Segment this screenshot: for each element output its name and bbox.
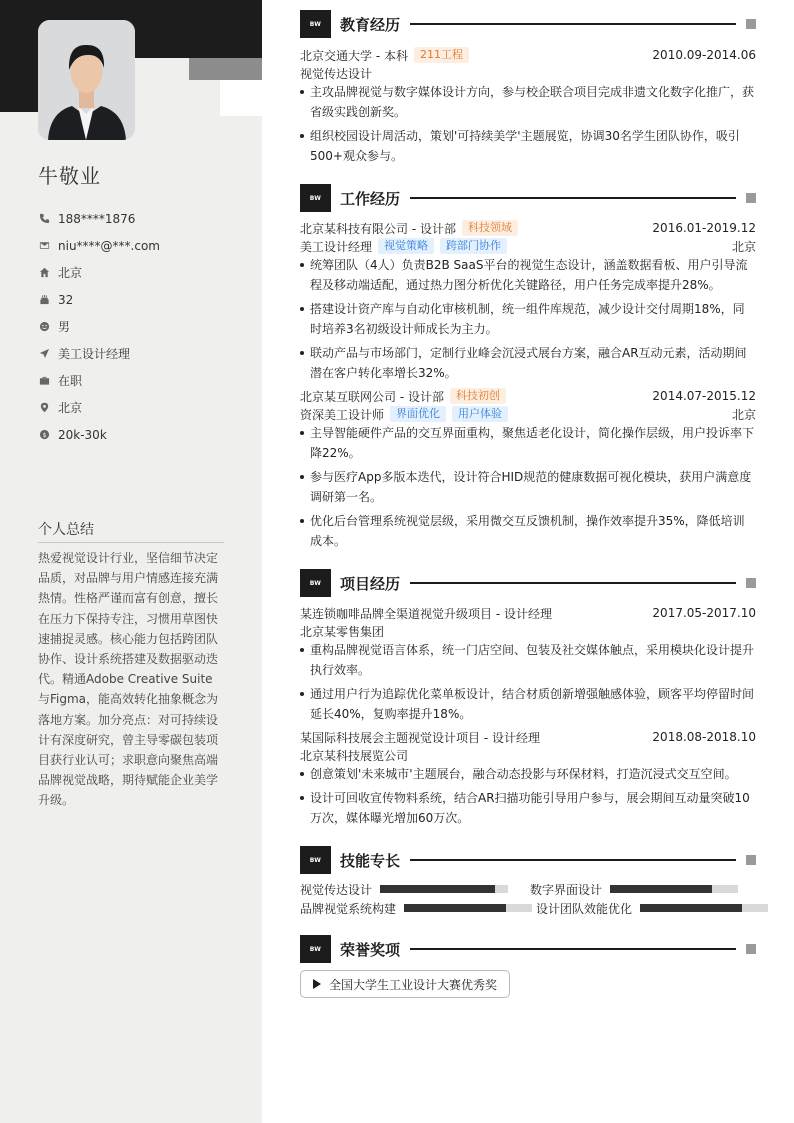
info-gender — [38, 313, 238, 340]
company-tag: 科技领域 — [462, 220, 518, 236]
education-row — [300, 46, 756, 64]
salary-icon — [38, 429, 50, 441]
section-badge: BW — [300, 846, 331, 874]
project-org-row — [300, 746, 756, 764]
education-date: 2010.09-2014.06 — [652, 48, 756, 62]
sidebar — [0, 0, 262, 1123]
award-name: 全国大学生工业设计大赛优秀奖 — [329, 977, 498, 992]
decor-block — [0, 58, 38, 112]
role-tag: 视觉策略 — [378, 238, 434, 254]
decor-block — [189, 58, 262, 80]
skill-name: 视觉传达设计 — [300, 882, 373, 897]
section-square-marker — [746, 578, 756, 588]
section-divider — [410, 197, 736, 199]
section-badge: BW — [300, 10, 331, 38]
project-header-row — [300, 728, 756, 746]
info-phone — [38, 205, 238, 232]
skill-bar — [610, 885, 738, 893]
phone-text: 188****1876 — [58, 211, 136, 226]
section-title: 项目经历 — [340, 574, 401, 593]
section-divider — [410, 582, 736, 584]
job-date: 2016.01-2019.12 — [652, 221, 756, 235]
job-city: 北京 — [731, 407, 756, 422]
briefcase-icon — [38, 375, 50, 387]
list-item: 通过用户行为追踪优化菜单板设计，结合材质创新增强触感体验，顾客平均停留时间延长40%，复购率提升18%。 — [300, 684, 756, 724]
job-bullets — [300, 423, 756, 555]
project-date: 2017.05-2017.10 — [652, 606, 756, 620]
projects-section-header — [300, 569, 756, 597]
section-square-marker — [746, 944, 756, 954]
project-bullets — [300, 640, 756, 728]
section-divider — [410, 23, 736, 25]
cake-icon — [38, 294, 50, 306]
info-salary — [38, 421, 238, 448]
skill-item — [530, 881, 738, 897]
info-age — [38, 286, 238, 313]
work-section-header — [300, 184, 756, 212]
mail-icon — [38, 240, 50, 252]
company-name: 北京某互联网公司 - 设计部 — [300, 389, 444, 404]
job-role: 美工设计经理 — [300, 239, 373, 254]
education-major: 视觉传达设计 — [300, 66, 373, 81]
project-name: 某国际科技展会主题视觉设计项目 - 设计经理 — [300, 730, 540, 745]
list-item: 联动产品与市场部门，定制行业峰会沉浸式展台方案，融合AR互动元素，活动期间潜在客户转化率增长32%。 — [300, 343, 756, 383]
section-divider — [410, 948, 736, 950]
role-tag: 界面优化 — [390, 406, 446, 422]
section-badge: BW — [300, 184, 331, 212]
section-square-marker — [746, 19, 756, 29]
job-city: 北京 — [731, 239, 756, 254]
gender-icon — [38, 321, 50, 333]
list-item: 组织校园设计周活动，策划'可持续美学'主题展览，协调30名学生团队协作，吸引500+观众参与。 — [300, 126, 756, 166]
summary-text: 热爱视觉设计行业，坚信细节决定品质，对品牌与用户情感连接充满热情。性格严谨而富有创意，擅长在压力下保持专注，习惯用草图快速捕捉灵感。核心能力包括跨团队协作、设计系统搭建及数据驱动迭代。精通Adobe Creative Suite与Figma，能高效转化抽象概念为落地方案。加分亮点：对可持续设计有深度研究，曾主导零碳包装项目获行业认可；求职意向聚焦高端品牌视觉战略，期待赋能企业美学升级。 — [38, 551, 219, 808]
section-title: 教育经历 — [340, 15, 401, 34]
section-title: 工作经历 — [340, 189, 401, 208]
age-text: 32 — [58, 292, 74, 307]
play-triangle-icon — [313, 979, 321, 989]
contact-info-list — [38, 205, 238, 448]
company-name: 北京某科技有限公司 - 设计部 — [300, 221, 456, 236]
list-item: 主攻品牌视觉与数字媒体设计方向，参与校企联合项目完成非遗文化数字化推广，获省级实践创新奖。 — [300, 82, 756, 122]
list-item: 优化后台管理系统视觉层级，采用微交互反馈机制，操作效率提升35%，降低培训成本。 — [300, 511, 756, 551]
project-header-row — [300, 604, 756, 622]
hometown-text: 北京 — [58, 266, 83, 280]
gender-text: 男 — [58, 320, 71, 334]
list-item: 主导智能硬件产品的交互界面重构，聚焦适老化设计，简化操作层级，用户投诉率下降22%。 — [300, 423, 756, 463]
list-item: 设计可回收宣传物料系统，结合AR扫描功能引导用户参与，展会期间互动量突破10万次，媒体曝光增加60万次。 — [300, 788, 756, 828]
info-email — [38, 232, 238, 259]
education-major-row — [300, 64, 756, 82]
skill-name: 品牌视觉系统构建 — [300, 901, 397, 916]
job-role-row — [300, 405, 756, 423]
skill-bar-fill — [404, 904, 506, 912]
summary-title: 个人总结 — [38, 519, 224, 543]
location-pin-icon — [38, 402, 50, 414]
section-divider — [410, 859, 736, 861]
skill-name: 设计团队效能优化 — [536, 901, 633, 916]
decor-block — [220, 80, 262, 116]
candidate-name: 牛敬业 — [38, 164, 101, 188]
project-bullets — [300, 764, 756, 832]
section-badge: BW — [300, 935, 331, 963]
skill-bar — [404, 904, 532, 912]
svg-text:$: $ — [41, 430, 47, 439]
company-tag: 科技初创 — [450, 388, 506, 404]
skill-bar — [380, 885, 508, 893]
section-square-marker — [746, 193, 756, 203]
section-title: 技能专长 — [340, 851, 401, 870]
project-org-row — [300, 622, 756, 640]
job-role-row — [300, 237, 756, 255]
info-position — [38, 340, 238, 367]
skill-bar — [640, 904, 768, 912]
school-tag: 211工程 — [414, 47, 469, 63]
list-item: 创意策划'未来城市'主题展台，融合动态投影与环保材料，打造沉浸式交互空间。 — [300, 764, 756, 784]
project-name: 某连锁咖啡品牌全渠道视觉升级项目 - 设计经理 — [300, 606, 552, 621]
awards-section-header — [300, 935, 756, 963]
school-name: 北京交通大学 - 本科 — [300, 48, 408, 63]
section-square-marker — [746, 855, 756, 865]
skill-item — [536, 900, 768, 916]
skill-item — [300, 900, 532, 916]
education-bullets — [300, 82, 756, 170]
info-status — [38, 367, 238, 394]
list-item: 统筹团队（4人）负责B2B SaaS平台的视觉生态设计，涵盖数据看板、用户引导流程及移动端适配，通过热力图分析优化关键路径，用户任务完成率提升28%。 — [300, 255, 756, 295]
salary-text: 20k-30k — [58, 427, 107, 442]
role-tag: 跨部门协作 — [440, 238, 507, 254]
skills-section-header — [300, 846, 756, 874]
avatar — [38, 20, 135, 140]
skill-bar-fill — [380, 885, 495, 893]
info-location — [38, 394, 238, 421]
job-role: 资深美工设计师 — [300, 407, 385, 422]
award-chip — [300, 970, 510, 998]
section-title: 荣誉奖项 — [340, 940, 401, 959]
phone-icon — [38, 213, 50, 225]
role-tag: 用户体验 — [452, 406, 508, 422]
job-header-row — [300, 219, 756, 237]
position-text: 美工设计经理 — [58, 347, 131, 361]
home-icon — [38, 267, 50, 279]
project-org: 北京某科技展览公司 — [300, 748, 409, 763]
info-home — [38, 259, 238, 286]
skill-name: 数字界面设计 — [530, 882, 603, 897]
skill-bar-fill — [610, 885, 712, 893]
list-item: 参与医疗App多版本迭代，设计符合HID规范的健康数据可视化模块，获用户满意度调研第一名。 — [300, 467, 756, 507]
project-org: 北京某零售集团 — [300, 624, 385, 639]
job-header-row — [300, 387, 756, 405]
status-text: 在职 — [58, 374, 83, 388]
send-icon — [38, 348, 50, 360]
email-text: niu****@***.com — [58, 238, 160, 253]
list-item: 搭建设计资产库与自动化审核机制，统一组件库规范，减少设计交付周期18%，同时培养3名初级设计师成长为主力。 — [300, 299, 756, 339]
skill-bar-fill — [640, 904, 742, 912]
skill-item — [300, 881, 508, 897]
job-date: 2014.07-2015.12 — [652, 389, 756, 403]
location-text: 北京 — [58, 401, 83, 415]
project-date: 2018.08-2018.10 — [652, 730, 756, 744]
education-section-header — [300, 10, 756, 38]
job-bullets — [300, 255, 756, 387]
list-item: 重构品牌视觉语言体系，统一门店空间、包装及社交媒体触点，采用模块化设计提升执行效率。 — [300, 640, 756, 680]
section-badge: BW — [300, 569, 331, 597]
